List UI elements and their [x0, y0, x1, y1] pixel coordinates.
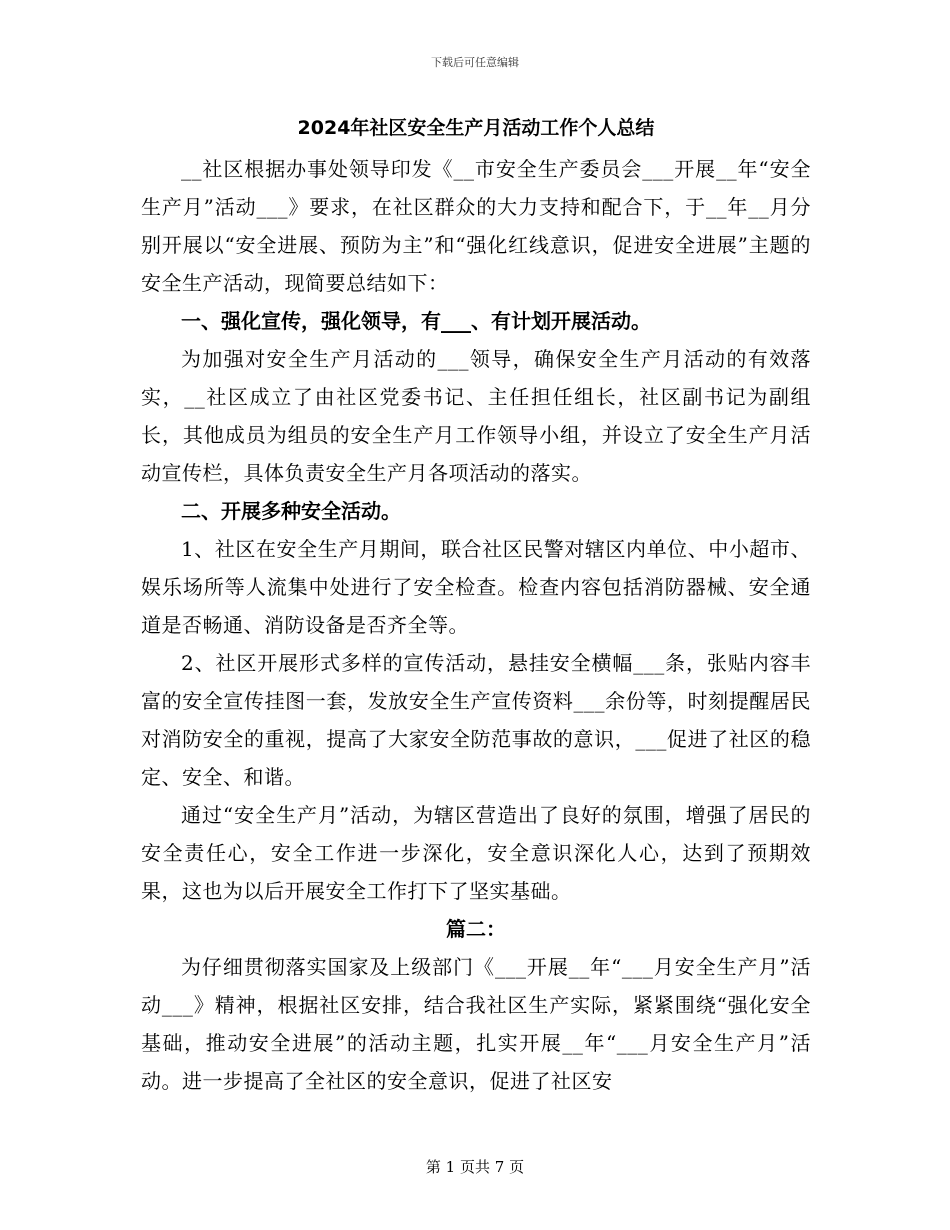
page-number: 第 1 页共 7 页 [425, 1158, 525, 1176]
document-body [141, 114, 811, 1100]
paragraph-intro: __社区根据办事处领导印发《__市安全生产委员会___开展__年“安全生产月”活动___》要求，在社区群众的大力支持和配合下，于__年__月分别开展以“安全进展、预防为主”和“强化红线意识，促进安全进展”主题的安全生产活动，现简要总结如下： [141, 157, 811, 295]
paragraph-leadership: 为加强对安全生产月活动的___领导，确保安全生产月活动的有效落实，__社区成立了由社区党委书记、主任担任组长，社区副书记为副组长，其他成员为组员的安全生产月工作领导小组，并设立了安全生产月活动宣传栏，具体负责安全生产月各项活动的落实。 [141, 347, 811, 485]
paragraph-summary: 通过“安全生产月”活动，为辖区营造出了良好的氛围，增强了居民的安全责任心，安全工作进一步深化，安全意识深化人心，达到了预期效果，这也为以后开展安全工作打下了坚实基础。 [141, 803, 811, 903]
paragraph-publicity: 2、社区开展形式多样的宣传活动，悬挂安全横幅___条，张贴内容丰富的安全宣传挂图一套，发放安全生产宣传资料___余份等，时刻提醒居民对消防安全的重视，提高了大家安全防范事故的意识，___促进了社区的稳定、安全、和谐。 [141, 651, 811, 789]
page-header-note: 下载后可任意编辑 [431, 56, 519, 69]
paragraph-part2-intro: 为仔细贯彻落实国家及上级部门《___开展__年“___月安全生产月”活动___》精神，根据社区安排，结合我社区生产实际，紧紧围绕“强化安全基础，推动安全进展”的活动主题，扎实开展__年“___月安全生产月”活动。进一步提高了全社区的安全意识，促进了社区安 [141, 955, 811, 1093]
document-title: 2024年社区安全生产月活动工作个人总结 [297, 117, 655, 139]
section-title-part2: 篇二： [446, 917, 506, 941]
paragraph-inspection: 1、社区在安全生产月期间，联合社区民警对辖区内单位、中小超市、娱乐场所等人流集中处进行了安全检查。检查内容包括消防器械、安全通道是否畅通、消防设备是否齐全等。 [141, 537, 811, 637]
section-heading-1: 一、强化宣传，强化领导，有___、有计划开展活动。 [181, 309, 651, 333]
section-heading-2: 二、开展多种安全活动。 [181, 499, 401, 523]
